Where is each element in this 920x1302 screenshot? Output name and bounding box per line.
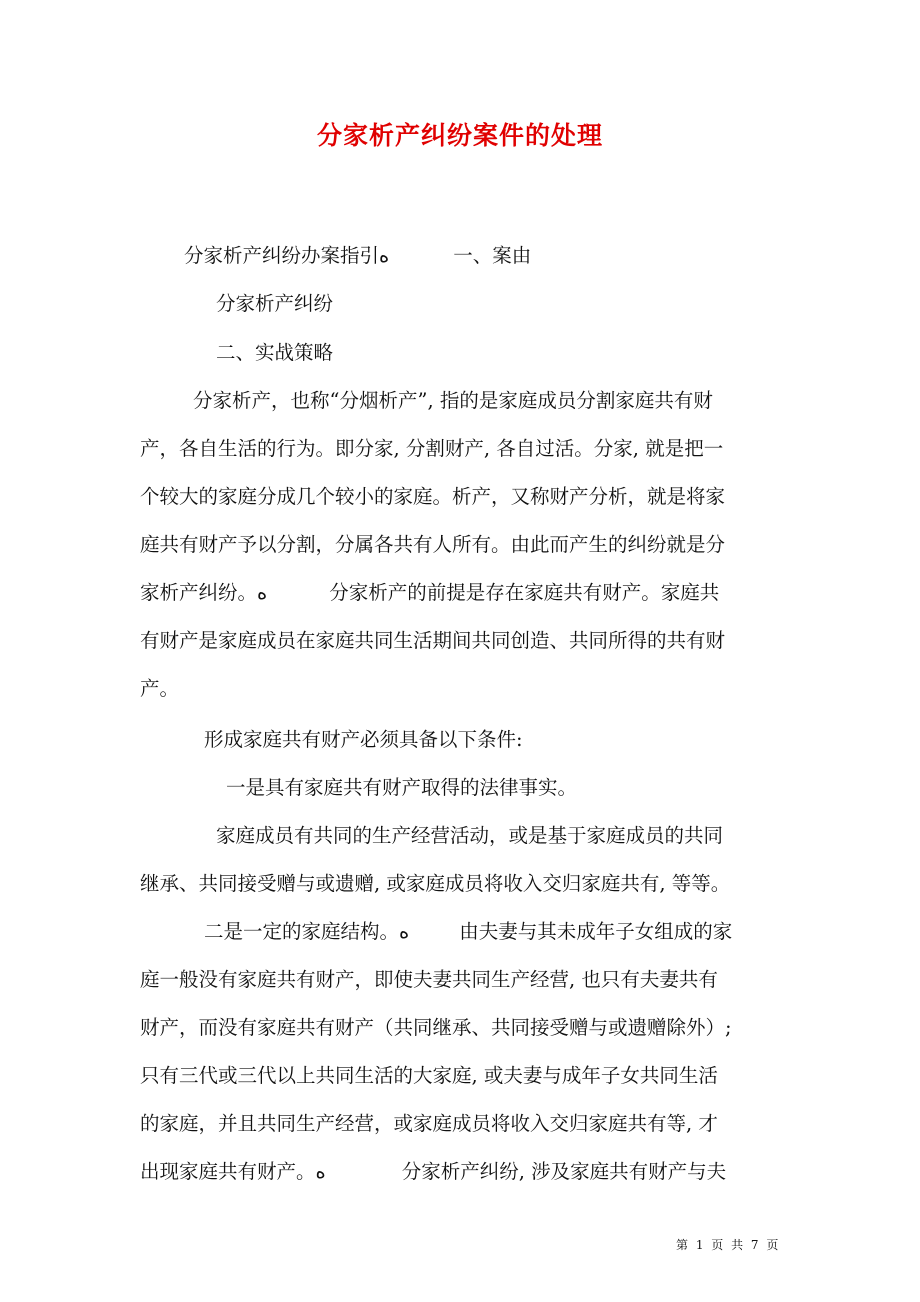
tab-mark: ﻩ — [315, 1160, 326, 1183]
line-segment: 由夫妻与其未成年子女组成的家 — [459, 920, 733, 943]
line-segment: 出现家庭共有财产。 — [140, 1160, 316, 1183]
text-line: 家庭成员有共同的生产经营活动，或是基于家庭成员的共同 — [216, 824, 724, 847]
document-title: 分家析产纠纷案件的处理 — [316, 121, 603, 150]
text-line: 只有三代或三代以上共同生活的大家庭, 或夫妻与成年子女共同生活 — [140, 1064, 718, 1087]
text-line — [184, 244, 531, 268]
line-segment: 分家析产的前提是存在家庭共有财产。家庭共 — [329, 581, 720, 604]
text-line — [140, 581, 719, 605]
text-line: 庭一般没有家庭共有财产，即使夫妻共同生产经营, 也只有夫妻共有 — [140, 968, 718, 991]
text-line: 形成家庭共有财产必须具备以下条件: — [204, 728, 523, 751]
text-line: 财产，而没有家庭共有财产（共同继承、共同接受赠与或遗赠除外）; — [140, 1016, 732, 1039]
text-line: 的家庭，并且共同生产经营，或家庭成员将收入交归家庭共有等, 才 — [140, 1112, 718, 1135]
text-line — [140, 1160, 726, 1184]
tab-mark: ﻩ — [379, 244, 390, 267]
text-line: 分家析产，也称“分烟析产”, 指的是家庭成员分割家庭共有财 — [193, 389, 713, 412]
text-line: 庭共有财产予以分割，分属各共有人所有。由此而产生的纠纷就是分 — [140, 533, 726, 556]
line-segment: 分家析产纠纷办案指引 — [184, 244, 380, 267]
text-line — [204, 920, 732, 944]
line-segment: 一、案由 — [453, 244, 532, 267]
line-segment: 二是一定的家庭结构。 — [204, 920, 400, 943]
text-line: 有财产是家庭成员在家庭共同生活期间共同创造、共同所得的共有财 — [140, 629, 726, 652]
text-line: 二、实战策略 — [216, 341, 334, 364]
line-segment: 家析产纠纷。 — [140, 581, 258, 604]
tab-mark: ﻩ — [257, 581, 268, 604]
text-line: 分家析产纠纷 — [216, 292, 334, 315]
text-line: 继承、共同接受赠与或遗赠, 或家庭成员将收入交归家庭共有, 等等。 — [140, 872, 731, 895]
text-line: 产。 — [140, 677, 180, 700]
line-segment: 分家析产纠纷, 涉及家庭共有财产与夫 — [401, 1160, 727, 1183]
text-line: 个较大的家庭分成几个较小的家庭。析产，又称财产分析，就是将家 — [140, 485, 726, 508]
text-line: 一是具有家庭共有财产取得的法律事实。 — [226, 776, 578, 799]
tab-mark: ﻩ — [399, 920, 410, 943]
page-number-footer: 第 1 页 共 7 页 — [676, 1238, 781, 1252]
text-line: 产，各自生活的行为。即分家, 分割财产, 各自过活。分家, 就是把一 — [140, 437, 724, 460]
